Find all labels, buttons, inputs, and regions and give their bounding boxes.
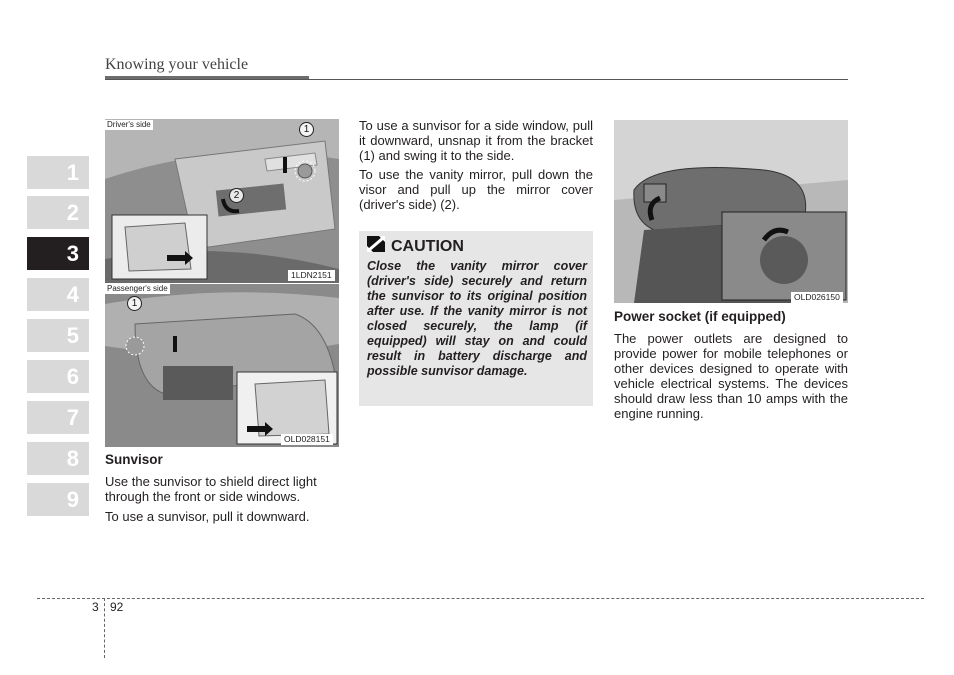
caution-box <box>359 231 593 406</box>
section-header-title: Knowing your vehicle <box>105 56 249 73</box>
page-section-number: 3 <box>92 600 99 614</box>
chapter-tab-1[interactable]: 1 <box>27 156 89 189</box>
passengers-figure-code: OLD028151 <box>281 434 333 445</box>
chapter-tab-8[interactable]: 8 <box>27 442 89 475</box>
page-number: 92 <box>110 600 124 614</box>
caution-text: Close the vanity mirror cover (driver's side) securely and return the sunvisor to its original position after use. If the vanity mirror is not closed securely, the lamp (if equipped) will stay on and could result in battery discharge and possible sunvisor damage. <box>367 259 587 378</box>
drivers-side-sunvisor-photo <box>105 119 339 283</box>
passengers-side-caption: Passenger's side <box>107 284 168 293</box>
sunvisor-paragraph-1: Use the sunvisor to shield direct light through the front or side windows. <box>105 474 317 504</box>
power-socket-paragraph: The power outlets are designed to provide power for mobile telephones or other devices designed to operate with vehicle electrical systems. The devices should draw less than 10 amps with the engine running. <box>614 331 848 421</box>
sunvisor-heading: Sunvisor <box>105 452 163 467</box>
chapter-tab-9[interactable]: 9 <box>27 483 89 516</box>
drivers-callout-2: 2 <box>229 188 244 203</box>
chapter-tab-7[interactable]: 7 <box>27 401 89 434</box>
caution-title: CAUTION <box>391 237 464 255</box>
power-socket-heading: Power socket (if equipped) <box>614 309 786 324</box>
chapter-tab-5[interactable]: 5 <box>27 319 89 352</box>
header-rule <box>105 79 848 80</box>
chapter-tab-2[interactable]: 2 <box>27 196 89 229</box>
sidewindow-paragraph: To use a sunvisor for a side window, pull it downward, unsnap it from the bracket (1) and swing it to the side. <box>359 118 593 163</box>
drivers-callout-1: 1 <box>299 122 314 137</box>
footer-dashed-rule <box>37 598 924 599</box>
drivers-sunvisor-illustration <box>105 119 339 283</box>
caution-icon <box>367 236 385 257</box>
power-socket-illustration <box>614 120 848 303</box>
chapter-tab-4[interactable]: 4 <box>27 278 89 311</box>
chapter-tab-6[interactable]: 6 <box>27 360 89 393</box>
caution-header <box>367 236 464 257</box>
vanity-mirror-paragraph: To use the vanity mirror, pull down the visor and pull up the mirror cover (driver's side) (2). <box>359 167 593 212</box>
power-socket-figure-code: OLD026150 <box>791 292 843 303</box>
sunvisor-paragraph-2: To use a sunvisor, pull it downward. <box>105 509 310 524</box>
drivers-side-caption: Driver's side <box>107 120 151 129</box>
chapter-tab-3[interactable]: 3 <box>27 237 89 270</box>
footer-dashed-divider <box>104 598 105 658</box>
drivers-figure-code: 1LDN2151 <box>288 270 335 281</box>
passengers-callout-1: 1 <box>127 296 142 311</box>
power-socket-photo <box>614 120 848 303</box>
